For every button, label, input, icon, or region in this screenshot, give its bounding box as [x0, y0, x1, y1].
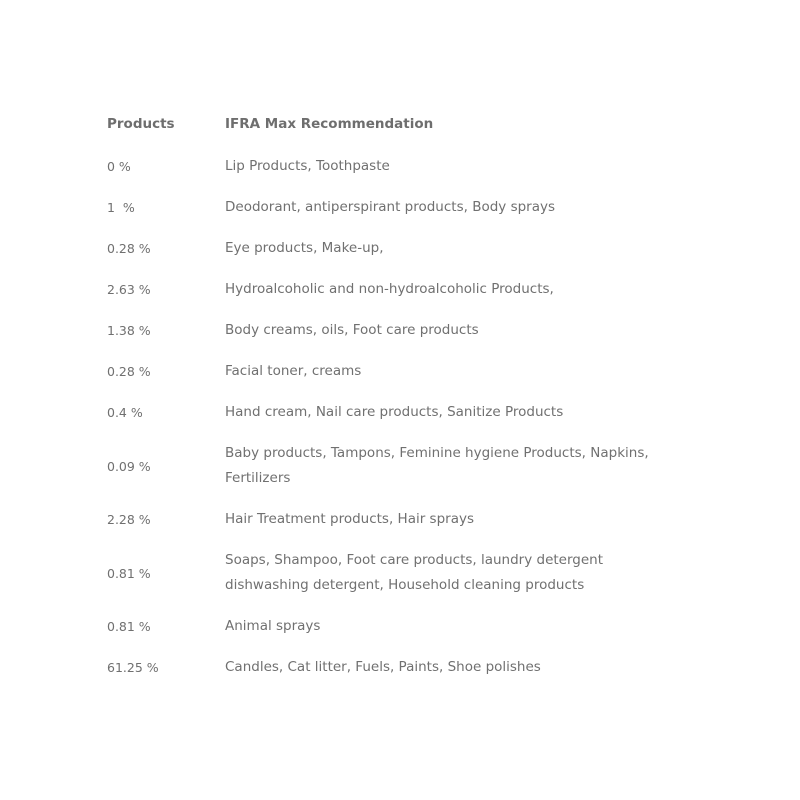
table-body [107, 154, 677, 696]
row-products: Soaps, Shampoo, Foot care products, laundry detergent dishwashing detergent, Household cleaning products [225, 552, 604, 593]
table-row [107, 195, 677, 236]
row-products: Hydroalcoholic and non-hydroalcoholic Products, [225, 281, 554, 297]
row-products: Lip Products, Toothpaste [225, 158, 390, 174]
table-row [107, 236, 677, 277]
row-value: 0 % [107, 159, 131, 174]
table-header [107, 113, 677, 154]
table-row [107, 441, 677, 507]
row-products: Animal sprays [225, 618, 321, 634]
header-ifra-max: IFRA Max Recommendation [225, 116, 434, 132]
row-value: 61.25 % [107, 660, 159, 675]
row-value: 0.81 % [107, 565, 151, 581]
row-value: 0.28 % [107, 241, 151, 256]
table-row [107, 318, 677, 359]
table-row [107, 507, 677, 548]
row-value: 1 % [107, 200, 135, 215]
table-row [107, 154, 677, 195]
table-row [107, 548, 677, 614]
row-value: 2.28 % [107, 512, 151, 527]
table-row [107, 359, 677, 400]
header-row [107, 113, 677, 154]
table-row [107, 277, 677, 318]
table-row [107, 614, 677, 655]
row-products: Eye products, Make-up, [225, 240, 384, 256]
row-products: Hand cream, Nail care products, Sanitize Products [225, 404, 564, 420]
ifra-table [107, 113, 677, 696]
row-value: 0.4 % [107, 405, 143, 420]
row-products: Facial toner, creams [225, 363, 362, 379]
row-value: 0.09 % [107, 458, 151, 474]
row-value: 1.38 % [107, 323, 151, 338]
row-products: Hair Treatment products, Hair sprays [225, 511, 475, 527]
table-row [107, 400, 677, 441]
table-row [107, 655, 677, 696]
row-products: Baby products, Tampons, Feminine hygiene Products, Napkins, Fertilizers [225, 445, 649, 486]
row-products: Candles, Cat litter, Fuels, Paints, Shoe polishes [225, 659, 541, 675]
row-value: 2.63 % [107, 282, 151, 297]
row-value: 0.28 % [107, 364, 151, 379]
row-products: Deodorant, antiperspirant products, Body sprays [225, 199, 556, 215]
row-value: 0.81 % [107, 619, 151, 634]
row-products: Body creams, oils, Foot care products [225, 322, 479, 338]
header-products: Products [107, 116, 175, 132]
